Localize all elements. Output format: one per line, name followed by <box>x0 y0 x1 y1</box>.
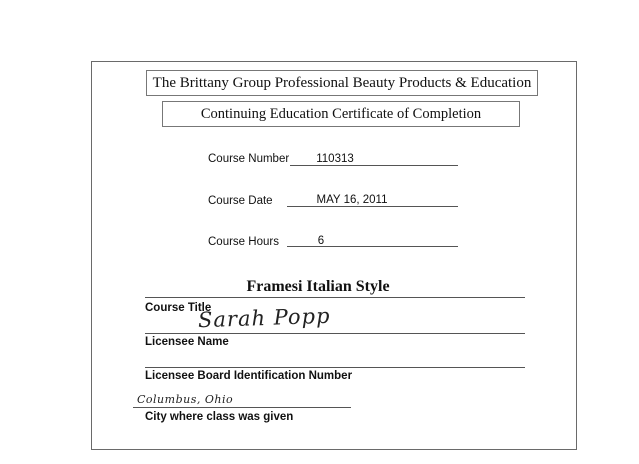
licensee-name-line <box>145 333 525 334</box>
board-id-label: Licensee Board Identification Number <box>145 370 353 382</box>
city-handwritten: Columbus, Ohio <box>137 393 234 406</box>
course-title-line <box>145 297 525 298</box>
course-title-label: Course Title <box>145 302 212 314</box>
city-label: City where class was given <box>145 411 294 423</box>
city-line <box>133 407 351 408</box>
licensee-name-label: Licensee Name <box>145 336 229 348</box>
certificate-title: Continuing Education Certificate of Completion <box>162 101 520 127</box>
licensee-signature: Sarah Popp <box>197 303 331 333</box>
course-title-value: Framesi Italian Style <box>246 278 390 295</box>
course-hours-label: Course Hours <box>208 236 279 248</box>
course-date-label: Course Date <box>208 195 273 207</box>
course-date-value: MAY 16, 2011 <box>316 194 388 206</box>
course-date-line <box>287 206 458 207</box>
course-number-line <box>290 165 458 166</box>
course-number-value: 110313 <box>316 153 354 165</box>
board-id-line <box>145 367 525 368</box>
course-number-label: Course Number <box>208 153 290 165</box>
course-hours-value: 6 <box>317 235 325 247</box>
organization-header: The Brittany Group Professional Beauty Products & Education <box>146 70 538 96</box>
